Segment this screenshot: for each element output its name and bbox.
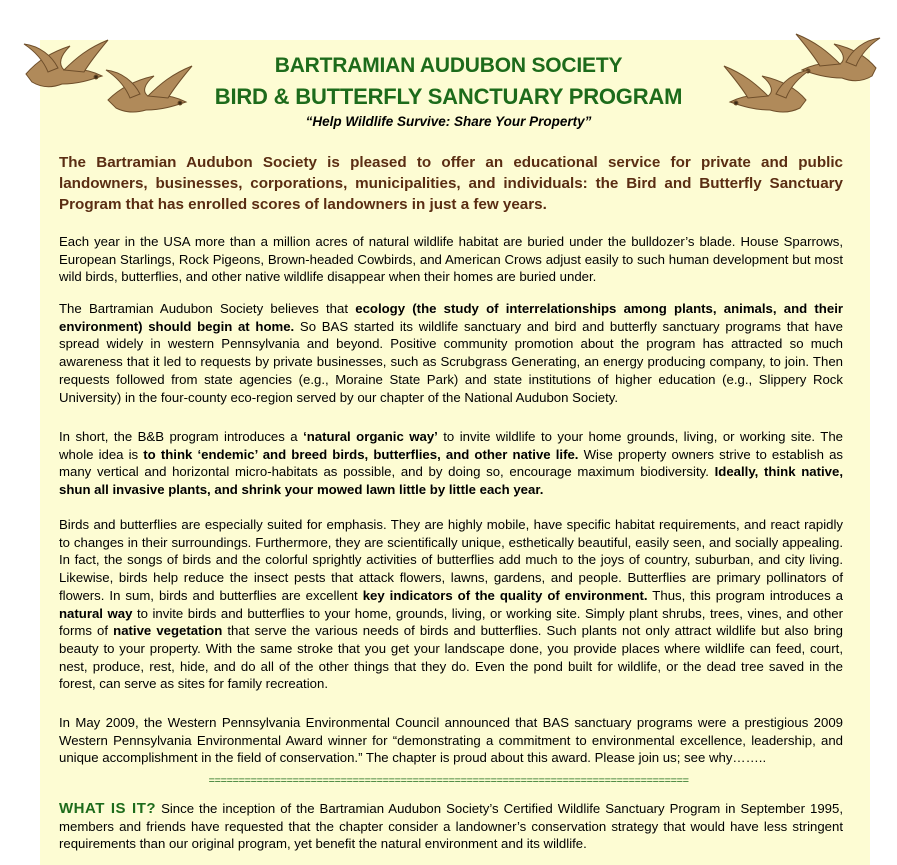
paragraph-habitat-loss: Each year in the USA more than a million acres of natural wildlife habitat are buried under the bulldozer’s blade. House Sparrows, European Starlings, Rock Pigeons, Brown-headed Cowbirds, and American Crows adjust easily to such human development but most wild birds, butterflies, and other native wildlife disappear when their homes are buried under. bbox=[59, 234, 843, 285]
bold-text: key indicators of the quality of environment. bbox=[362, 587, 648, 603]
tagline: “Help Wildlife Survive: Share Your Property” bbox=[305, 114, 592, 129]
text-segment: Since the inception of the Bartramian Audubon Society’s Certified Wildlife Sanctuary Program in September 1995, members and friends have requested that the chapter consider a landowner’s conservation strategy that would have less stringent requirements than our original program, yet benefit the natural environment and its wildlife. bbox=[59, 801, 843, 852]
text-segment: The Bartramian Audubon Society believes that bbox=[59, 301, 356, 316]
bold-text: to think ‘endemic’ and breed birds, butterflies, and other native life. bbox=[143, 446, 579, 462]
text-segment: to invite birds and butterflies to your home, grounds, living, or working site. Simply plant shrubs, trees, vines, and other forms of bbox=[59, 605, 843, 639]
text-segment: Wise property owners strive to establish as many vertical and horizontal micro-habitats as possible, and by doing so, encourage maximum biodiversity. bbox=[59, 446, 843, 480]
text-segment: Thus, this program introduces a bbox=[647, 587, 843, 603]
page-title-line2: BIRD & BUTTERFLY SANCTUARY PROGRAM bbox=[214, 84, 683, 109]
paragraph-ecology bbox=[59, 300, 843, 406]
bold-text: natural way bbox=[59, 605, 133, 621]
paragraph-natural-organic-way bbox=[59, 428, 843, 499]
bold-text: ecology (the study of interrelationships among plants, animals, and their environment) should begin at home. bbox=[59, 301, 843, 334]
bold-text: ‘natural organic way’ bbox=[303, 429, 438, 444]
divider: ================================================================================ bbox=[208, 776, 689, 788]
paragraph-birds-butterflies bbox=[59, 516, 843, 693]
text-segment: In short, the B&B program introduces a bbox=[59, 429, 304, 444]
section-label: WHAT IS IT? bbox=[59, 800, 157, 817]
page-title-line1: BARTRAMIAN AUDUBON SOCIETY bbox=[274, 54, 623, 77]
bold-text: native vegetation bbox=[113, 623, 223, 639]
paragraph-award: In May 2009, the Western Pennsylvania Environmental Council announced that BAS sanctuary programs were a prestigious 2009 Western Pennsylvania Environmental Award winner for “demonstrating a commitment to environmental excellence, leadership, and unique accomplishment in the field of conservation.” The chapter is proud about this award. Please join us; see why…….. bbox=[59, 715, 843, 766]
text-segment: Birds and butterflies are especially suited for emphasis. They are highly mobile, have specific habitat requirements, and react rapidly to changes in their surroundings. Furthermore, they are scientifically unique, esthetically beautiful, easily seen, and socially appealing. In fact, the songs of birds and the colorful sprightly activities of butterflies add much to the joys of country, suburban, and city living. Likewise, birds help reduce the insect pests that attack flowers, lawns, gardens, and people. Butterflies are primary pollinators of flowers. In sum, birds and butterflies are excellent bbox=[59, 517, 843, 603]
paragraph-what-is-it bbox=[59, 800, 843, 853]
bold-text: Ideally, think native, shun all invasive plants, and shrink your mowed lawn little by little each year. bbox=[59, 464, 844, 498]
text-segment: that serve the various needs of birds and butterflies. Such plants not only attract wildlife but also bring beauty to your property. With the same stroke that you get your landscape done, you provide places where wildlife can feed, court, nest, produce, rest, hide, and do all of the other things that they do. Even the pond built for wildlife, or the dead tree saved in the forest, can serve as sites for family recreation. bbox=[59, 623, 844, 692]
lead-paragraph: The Bartramian Audubon Society is pleased to offer an educational service for private and public landowners, businesses, corporations, municipalities, and individuals: the Bird and Butterfly Sanctuary Program that has enrolled scores of landowners in just a few years. bbox=[59, 154, 843, 213]
text-segment: to invite wildlife to your home grounds, living, or working site. The whole idea is bbox=[59, 429, 843, 462]
text-segment: So BAS started its wildlife sanctuary and bird and butterfly sanctuary programs that have spread widely in western Pennsylvania and beyond. Positive community promotion about the program has attracted so much awareness that it led to requests by private businesses, such as Scrubgrass Generating, an energy producing company, to join. Then requests followed from state agencies (e.g., Moraine State Park) and state institutions of higher education (e.g., Slippery Rock University) in the four-county eco-region served by our chapter of the National Audubon Society. bbox=[59, 318, 843, 405]
